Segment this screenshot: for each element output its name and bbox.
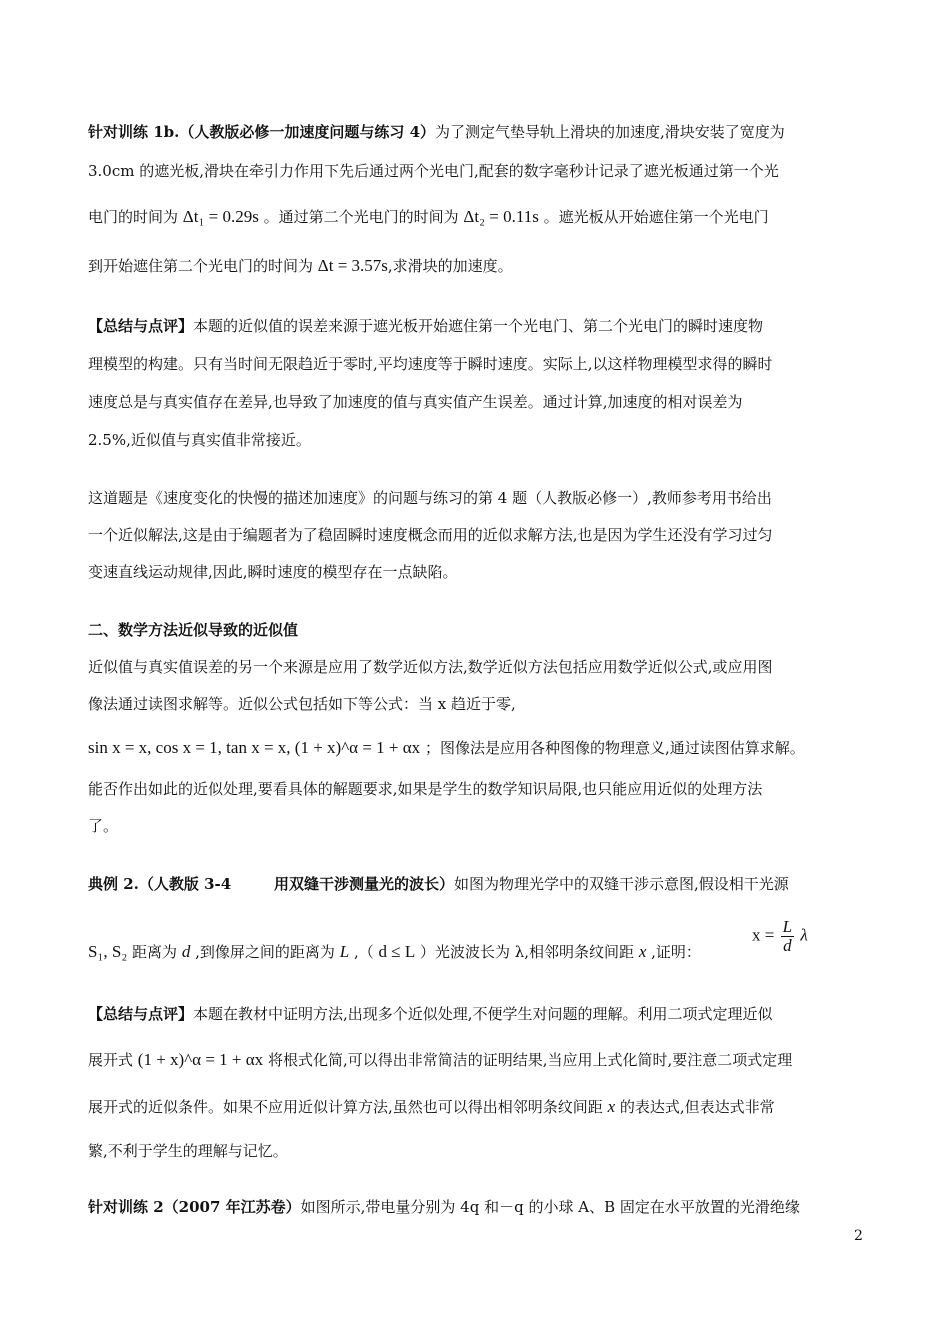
condition-d-le-L: d ≤ L <box>378 942 416 961</box>
equation-delta-t2: Δt₂ = 0.11s <box>463 207 539 226</box>
equation-delta-t1: Δt₁ = 0.29s <box>182 207 259 226</box>
symbol-x: x <box>638 942 647 961</box>
summary-1-line-2: 理模型的构建。只有当时间无限趋近于零时,平均速度等于瞬时速度。实际上,以这样物理模型求得的瞬时 <box>88 355 773 373</box>
example-2-title-b: 用双缝干涉测量光的波长） <box>274 875 455 893</box>
example-2-line-1: 典例 2.（人教版 3-4 用双缝干涉测量光的波长）如图为物理光学中的双缝干涉示意图,假设相干光源 <box>88 875 789 893</box>
result-formula: x = $\frac{L}{d}$ λ <box>752 917 808 955</box>
exercise-1b-line-3: 电门的时间为 Δt₁ = 0.29s 。通过第二个光电门的时间为 Δt₂ = 0.11s 。遮光板从开始遮住第一个光电门 <box>88 207 769 226</box>
exercise-1b-title: 针对训练 1b.（人教版必修一加速度问题与练习 4） <box>88 123 436 141</box>
binomial-approximation: (1 + x)^α = 1 + αx <box>137 1050 264 1069</box>
example-2-line-2: S₁, S₂ 距离为 d ,到像屏之间的距离为 L ,（ d ≤ L ）光波波长为 λ,相邻明条纹间距 x ,证明： <box>88 942 701 961</box>
section-line-1: 近似值与真实值误差的另一个来源是应用了数学近似方法,数学近似方法包括应用数学近似公式,或应用图 <box>88 658 773 676</box>
exercise-1b-line-4: 到开始遮住第二个光电门的时间为 Δt = 3.57s,求滑块的加速度。 <box>88 256 513 275</box>
summary-label-2: 【总结与点评】 <box>88 1005 194 1023</box>
section-heading: 二、数学方法近似导致的近似值 <box>88 621 299 639</box>
symbol-x-2: x <box>607 1097 616 1116</box>
commentary-line-3: 变速直线运动规律,因此,瞬时速度的模型存在一点缺陷。 <box>88 563 458 581</box>
section-line-3: sin x = x, cos x = 1, tan x = x, (1 + x)^α = 1 + αx ；图像法是应用各种图像的物理意义,通过读图估算求解。 <box>88 738 805 757</box>
section-line-4: 能否作出如此的近似处理,要看具体的解题要求,如果是学生的数学知识局限,也只能应用近似的处理方法 <box>88 780 763 798</box>
fraction-L-over-d: $\frac{L}{d}$ <box>782 917 793 955</box>
commentary-line-2: 一个近似解法,这是由于编题者为了稳固瞬时速度概念而用的近似求解方法,也是因为学生还没有学习过匀 <box>88 526 773 544</box>
equation-delta-t: Δt = 3.57s <box>317 256 388 275</box>
exercise-2-line-1: 针对训练 2（2007 年江苏卷）如图所示,带电量分别为 4q 和－q 的小球 A、B 固定在水平放置的光滑绝缘 <box>88 1198 800 1216</box>
summary-label: 【总结与点评】 <box>88 317 194 335</box>
section-line-5: 了。 <box>88 817 119 835</box>
summary-1-line-4: 2.5%,近似值与真实值非常接近。 <box>88 431 311 449</box>
example-2-title-a: 典例 2.（人教版 3-4 <box>88 875 232 893</box>
exercise-1b-line-1: 针对训练 1b.（人教版必修一加速度问题与练习 4）为了测定气垫导轨上滑块的加速度,滑块安装了宽度为 <box>88 123 785 141</box>
section-line-2: 像法通过读图求解等。近似公式包括如下等公式：当 x 趋近于零, <box>88 695 516 713</box>
summary-2-line-1: 【总结与点评】本题在教材中证明方法,出现多个近似处理,不便学生对问题的理解。利用二项式定理近似 <box>88 1005 773 1023</box>
summary-1-line-1: 【总结与点评】本题的近似值的误差来源于遮光板开始遮住第一个光电门、第二个光电门的瞬时速度物 <box>88 317 764 335</box>
sources-s1-s2: S₁, S₂ <box>88 942 128 961</box>
approximation-formulas: sin x = x, cos x = 1, tan x = x, (1 + x)^α = 1 + αx <box>88 738 421 757</box>
summary-2-line-2: 展开式 (1 + x)^α = 1 + αx 将根式化简,可以得出非常简洁的证明结果,当应用上式化简时,要注意二项式定理 <box>88 1050 793 1069</box>
summary-2-line-4: 繁,不利于学生的理解与记忆。 <box>88 1142 288 1160</box>
exercise-2-title: 针对训练 2（2007 年江苏卷） <box>88 1198 301 1216</box>
page-number: 2 <box>854 1228 863 1244</box>
symbol-d: d <box>181 942 191 961</box>
symbol-L: L <box>339 942 350 961</box>
summary-2-line-3: 展开式的近似条件。如果不应用近似计算方法,虽然也可以得出相邻明条纹间距 x 的表达式,但表达式非常 <box>88 1097 775 1116</box>
summary-1-line-3: 速度总是与真实值存在差异,也导致了加速度的值与真实值产生误差。通过计算,加速度的相对误差为 <box>88 393 743 411</box>
commentary-line-1: 这道题是《速度变化的快慢的描述加速度》的问题与练习的第 4 题（人教版必修一）,教师参考用书给出 <box>88 489 772 507</box>
exercise-1b-line-2: 3.0cm 的遮光板,滑块在牵引力作用下先后通过两个光电门,配套的数字毫秒计记录了遮光板通过第一个光 <box>88 162 779 180</box>
